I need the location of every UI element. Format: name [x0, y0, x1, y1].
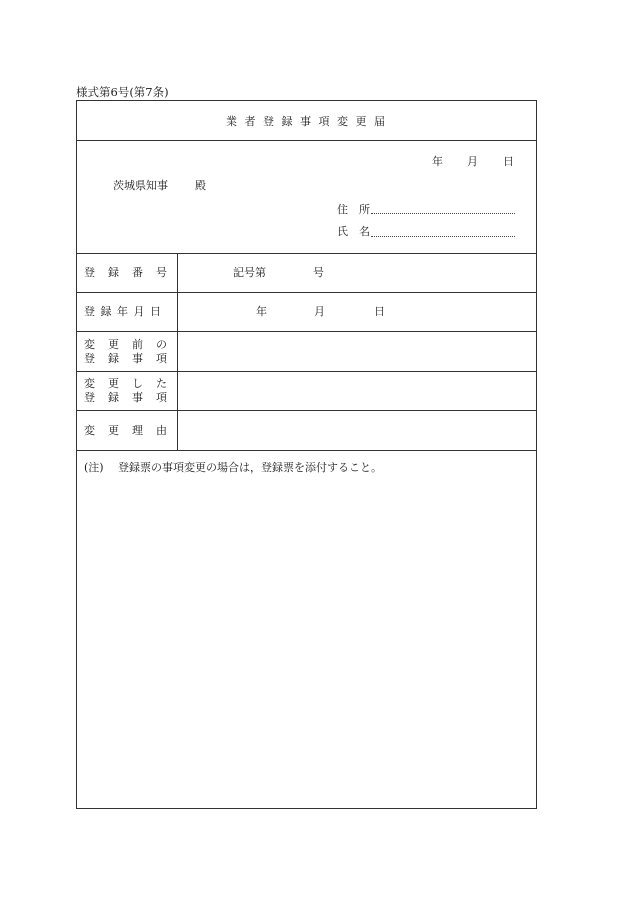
form-number: 様式第6号(第7条) [76, 85, 169, 99]
divider-header [76, 253, 537, 254]
addressee-honorific: 殿 [195, 179, 206, 192]
reg-date-day: 日 [374, 305, 385, 318]
date-month-label: 月 [467, 155, 478, 168]
divider-title [76, 140, 537, 141]
after-label-line2: 登 録 事 項 [84, 391, 168, 404]
before-label-line1: 変 更 前 の [84, 338, 168, 351]
after-label-line1: 変 更 し た [84, 377, 168, 390]
reg-date-month: 月 [314, 305, 325, 318]
divider-row2 [76, 331, 537, 332]
reg-number-suffix: 号 [313, 266, 324, 279]
before-label-line2: 登 録 事 項 [84, 352, 168, 365]
date-year-label: 年 [432, 155, 443, 168]
reg-date-label: 登 録 年 月 日 [84, 305, 162, 318]
divider-row4 [76, 410, 537, 411]
addressee-name: 茨城県知事 [113, 179, 168, 192]
reason-label: 変 更 理 由 [84, 424, 168, 437]
label-column-divider [177, 253, 178, 451]
address-field[interactable] [371, 213, 515, 214]
divider-row3 [76, 371, 537, 372]
address-label: 住 所 [337, 203, 370, 216]
form-title: 業 者 登 録 事 項 変 更 届 [226, 115, 387, 128]
note-text: 登録票の事項変更の場合は，登録票を添付すること。 [118, 461, 382, 474]
reg-number-prefix: 記号第 [233, 266, 266, 279]
reg-number-label: 登 録 番 号 [84, 266, 168, 279]
note-marker: (注) [84, 461, 104, 474]
reg-date-year: 年 [256, 305, 267, 318]
date-day-label: 日 [503, 155, 514, 168]
name-label: 氏 名 [337, 225, 370, 238]
divider-row5 [76, 450, 537, 451]
form-frame [76, 100, 537, 809]
divider-row1 [76, 292, 537, 293]
name-field[interactable] [371, 236, 515, 237]
